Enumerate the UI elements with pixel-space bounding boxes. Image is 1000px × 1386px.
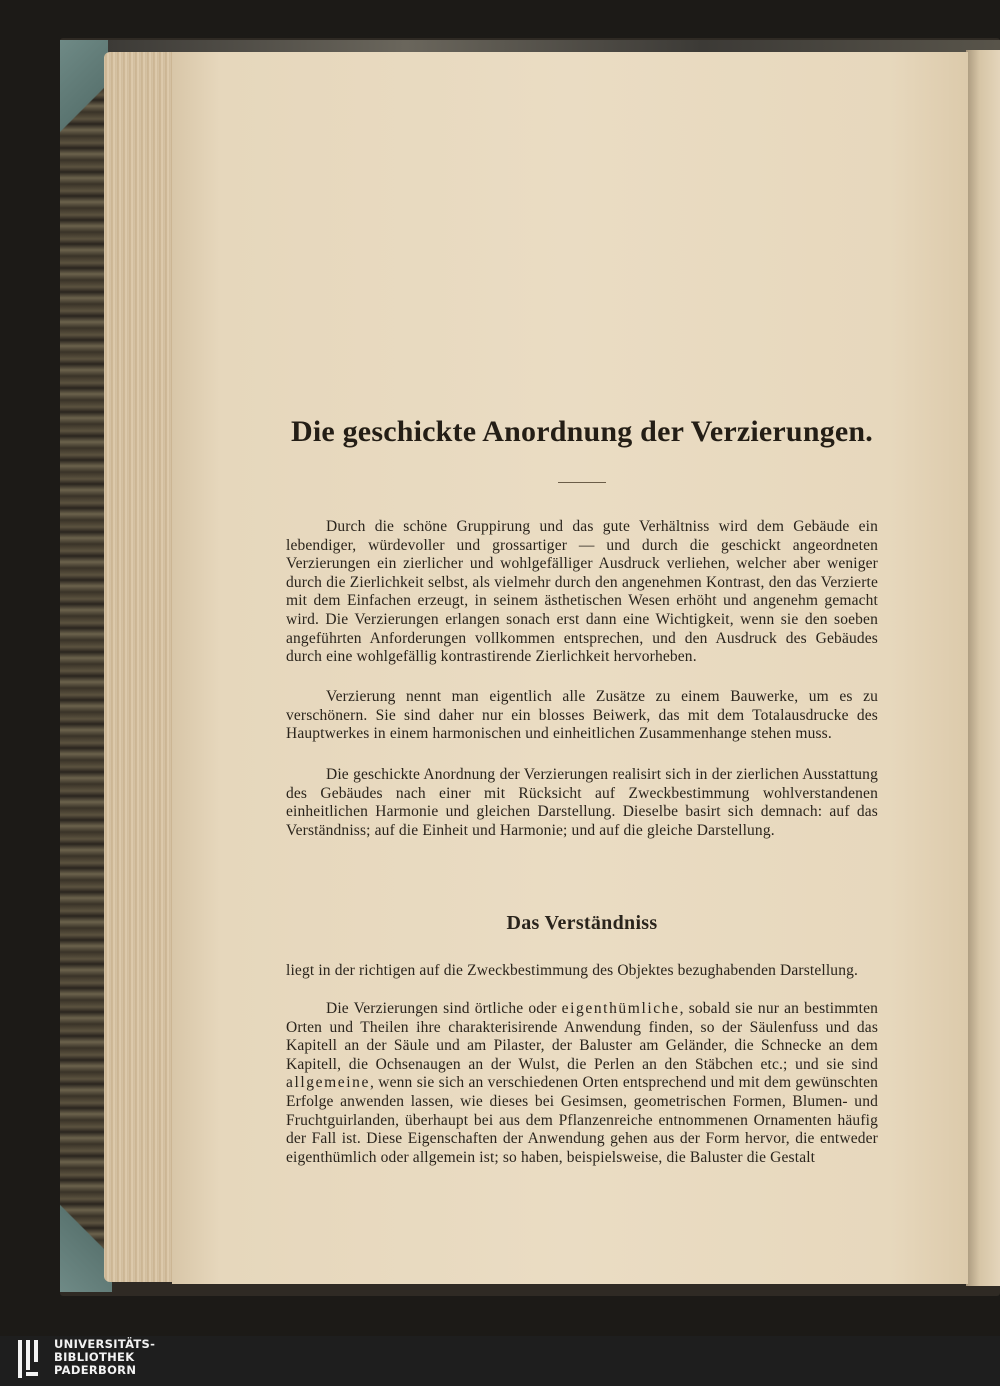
title-divider [558, 482, 606, 483]
paragraph-4-text: , wenn sie sich an verschiedenen Orten entsprechend und mit dem gewünschten Erfolge anwenden lassen, wie dieses bei Gesimsen, geometrischen Formen, Blumen- und Fruchtguirlanden, überhaupt bei aus dem Pflanzenreiche entnommenen Ornamenten häufig der Fall ist. Diese Eigenschaften der Anwendung gehen aus der Form hervor, die entweder eigenthümlich oder allgemein ist; so haben, beispielsweise, die Baluster die Gestalt [286, 1074, 878, 1166]
term-allgemeine: allgemeine [286, 1074, 370, 1092]
page-edges [104, 52, 176, 1282]
paragraph-4-text: Die Verzierungen sind örtliche oder [326, 1000, 562, 1017]
library-logo-text [54, 1338, 254, 1377]
book-spine [60, 40, 108, 1292]
logo-line: UNIVERSITÄTS- [54, 1337, 156, 1351]
section-lead: liegt in der richtigen auf die Zweckbestimmung des Objektes bezughabenden Darstellung. [286, 962, 859, 979]
paragraph-4 [286, 1000, 878, 1167]
library-logo-icon [16, 1338, 46, 1380]
logo-line: PADERBORN [54, 1363, 137, 1377]
logo-line: BIBLIOTHEK [54, 1350, 135, 1364]
section-heading: Das Verständniss [506, 912, 658, 934]
paragraph-4-text: , sobald sie nur an bestimmten Orten und Theilen ihre charakterisirende Anwendung finden, so der Säulenfuss und das Kapitell an der Säule und am Pilaster, der Baluster am Geländer, die Schnecke an dem Kapitell, die Ochsenaugen an der Wulst, die Perlen an den Stäbchen etc.; und sie sind [286, 1000, 878, 1073]
facing-page-edge [966, 50, 1000, 1286]
paragraph-2: Verzierung nennt man eigentlich alle Zusätze zu einem Bauwerke, um es zu verschönern. Sie sind daher nur ein blosses Beiwerk, das mit dem Totalausdrucke des Hauptwerkes in einem harmonischen und einheitlichen Zusammenhange stehen muss. [286, 688, 878, 743]
page-title: Die geschickte Anordnung der Verzierungen. [290, 415, 874, 448]
paragraph-1: Durch die schöne Gruppirung und das gute Verhältniss wird dem Gebäude ein lebendiger, würdevoller und grossartiger — und durch die geschickt angeordneten Verzierungen ein zierlicher und wohlgefälliger Ausdruck verliehen, welcher aber weniger durch die Zierlichkeit selbst, als vielmehr durch den angenehmen Kontrast, den das Verzierte mit dem Einfachen erzeugt, in seinem ästhetischen Wesen erhöht und angenehm gemacht wird. Die Verzierungen erlangen sonach erst dann eine Wichtigkeit, wenn sie den soeben angeführten Anforderungen vollkommen entsprechen, und den Ausdruck des Gebäudes durch eine wohlgefällig kontrastirende Zierlichkeit hervorheben. [286, 518, 878, 666]
term-eigenthuemliche: eigenthümliche [561, 1000, 680, 1017]
paragraph-3: Die geschickte Anordnung der Verzierungen realisirt sich in der zierlichen Ausstattung des Gebäudes nach einer mit Rücksicht auf Zweckbestimmung wohlverstandenen einheitlichen Harmonie und gleichen Darstellung. Dieselbe basirt sich demnach: auf das Verständniss; auf die Einheit und Harmonie; und auf die gleiche Darstellung. [286, 766, 878, 839]
